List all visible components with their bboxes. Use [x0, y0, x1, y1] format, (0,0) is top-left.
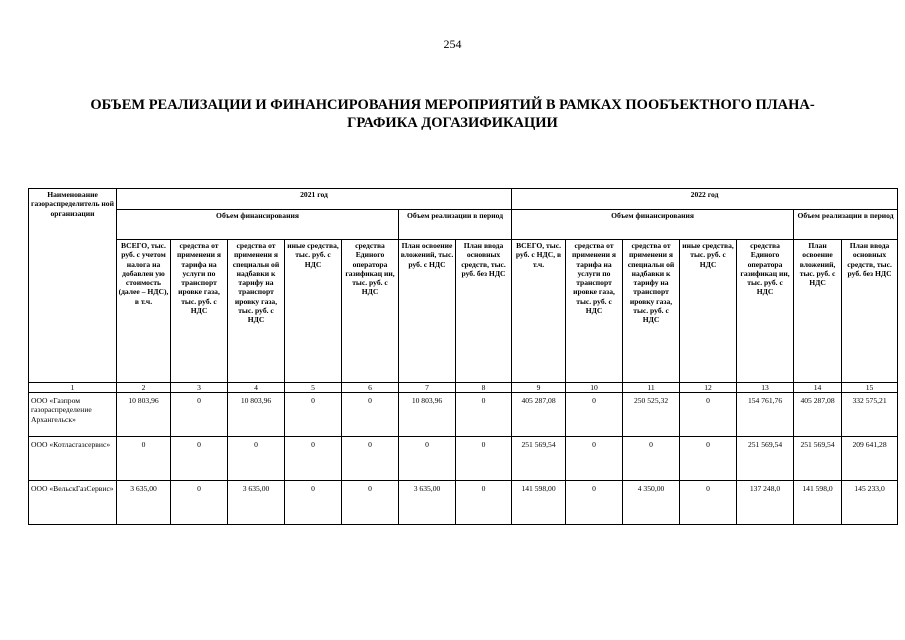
value-cell: 0 [456, 481, 512, 525]
value-cell: 3 635,00 [399, 481, 456, 525]
col-header: ВСЕГО, тыс. руб. с учетом налога на добавлен ую стоимость (далее – НДС), в т.ч. [117, 240, 171, 383]
value-cell: 0 [680, 437, 737, 481]
value-cell: 332 575,21 [842, 393, 898, 437]
org-name-cell: ООО «Котласгазсервис» [29, 437, 117, 481]
value-cell: 0 [680, 393, 737, 437]
year-2022-header: 2022 год [512, 189, 898, 210]
column-number: 6 [342, 383, 399, 393]
col-header: средства от применени я специальн ой надбавки к тарифу на транспорт ировку газа, тыс. руб. с НДС [623, 240, 680, 383]
value-cell: 3 635,00 [228, 481, 285, 525]
col-header: иные средства, тыс. руб. с НДС [680, 240, 737, 383]
column-number: 8 [456, 383, 512, 393]
table-row [29, 393, 898, 437]
column-number: 12 [680, 383, 737, 393]
table-row [29, 437, 898, 481]
value-cell: 137 248,0 [737, 481, 794, 525]
title-line-1: ОБЪЕМ РЕАЛИЗАЦИИ И ФИНАНСИРОВАНИЯ МЕРОПРИЯТИЙ В РАМКАХ ПООБЪЕКТНОГО ПЛАНА- [90, 97, 815, 113]
financing-table [28, 188, 898, 525]
value-cell: 250 525,32 [623, 393, 680, 437]
col-header: План ввода основных средств, тыс. руб. без НДС [456, 240, 512, 383]
col-header: План освоение вложений, тыс. руб. с НДС [399, 240, 456, 383]
value-cell: 0 [171, 393, 228, 437]
col-header: План освоение вложений, тыс. руб. с НДС [794, 240, 842, 383]
column-number: 1 [29, 383, 117, 393]
column-number: 4 [228, 383, 285, 393]
value-cell: 0 [117, 437, 171, 481]
value-cell: 0 [285, 481, 342, 525]
col-header: План ввода основных средств, тыс. руб. без НДС [842, 240, 898, 383]
value-cell: 0 [171, 437, 228, 481]
value-cell: 0 [342, 481, 399, 525]
value-cell: 0 [342, 437, 399, 481]
value-cell: 0 [171, 481, 228, 525]
value-cell: 145 233,0 [842, 481, 898, 525]
col-header: иные средства, тыс. руб. с НДС [285, 240, 342, 383]
column-number: 11 [623, 383, 680, 393]
value-cell: 0 [285, 437, 342, 481]
col-header: средства Единого оператора газификац ии, тыс. руб. с НДС [737, 240, 794, 383]
value-cell: 141 598,00 [512, 481, 566, 525]
value-cell: 0 [342, 393, 399, 437]
value-cell: 251 569,54 [737, 437, 794, 481]
value-cell: 405 287,08 [512, 393, 566, 437]
org-name-header: Наименование газораспределитель ной организации [29, 189, 117, 383]
column-number: 15 [842, 383, 898, 393]
column-number: 9 [512, 383, 566, 393]
realization-volume-header-2022: Объем реализации в период [794, 210, 898, 240]
col-header: средства от применени я тарифа на услуги по транспорт ировке газа, тыс. руб. с НДС [566, 240, 623, 383]
value-cell: 3 635,00 [117, 481, 171, 525]
value-cell: 4 350,00 [623, 481, 680, 525]
column-number: 7 [399, 383, 456, 393]
column-number: 3 [171, 383, 228, 393]
value-cell: 0 [623, 437, 680, 481]
column-number: 13 [737, 383, 794, 393]
page-number: 254 [443, 37, 462, 51]
value-cell: 209 641,28 [842, 437, 898, 481]
col-header: средства Единого оператора газификац ии, тыс. руб. с НДС [342, 240, 399, 383]
financing-volume-header-2021: Объем финансирования [117, 210, 399, 240]
title-line-2: ГРАФИКА ДОГАЗИФИКАЦИИ [347, 115, 558, 131]
value-cell: 0 [566, 393, 623, 437]
value-cell: 0 [456, 393, 512, 437]
value-cell: 251 569,54 [794, 437, 842, 481]
value-cell: 0 [228, 437, 285, 481]
org-name-cell: ООО «Газпром газораспределение Архангельск» [29, 393, 117, 437]
realization-volume-header-2021: Объем реализации в период [399, 210, 512, 240]
financing-volume-header-2022: Объем финансирования [512, 210, 794, 240]
document-title [40, 96, 865, 132]
column-number: 2 [117, 383, 171, 393]
col-header: средства от применени я специальн ой надбавки к тарифу на транспорт ировку газа, тыс. руб. с НДС [228, 240, 285, 383]
value-cell: 251 569,54 [512, 437, 566, 481]
value-cell: 154 761,76 [737, 393, 794, 437]
value-cell: 10 803,96 [399, 393, 456, 437]
column-number: 5 [285, 383, 342, 393]
org-name-cell: ООО «ВельскГазСервис» [29, 481, 117, 525]
value-cell: 0 [456, 437, 512, 481]
value-cell: 0 [566, 481, 623, 525]
col-header: средства от применени я тарифа на услуги по транспорт ировке газа, тыс. руб. с НДС [171, 240, 228, 383]
value-cell: 0 [680, 481, 737, 525]
value-cell: 10 803,96 [228, 393, 285, 437]
year-2021-header: 2021 год [117, 189, 512, 210]
value-cell: 141 598,0 [794, 481, 842, 525]
value-cell: 10 803,96 [117, 393, 171, 437]
col-header: ВСЕГО, тыс. руб. с НДС, в т.ч. [512, 240, 566, 383]
table-row [29, 481, 898, 525]
column-number-row [29, 383, 898, 393]
value-cell: 405 287,08 [794, 393, 842, 437]
value-cell: 0 [566, 437, 623, 481]
column-number: 14 [794, 383, 842, 393]
value-cell: 0 [285, 393, 342, 437]
column-number: 10 [566, 383, 623, 393]
value-cell: 0 [399, 437, 456, 481]
